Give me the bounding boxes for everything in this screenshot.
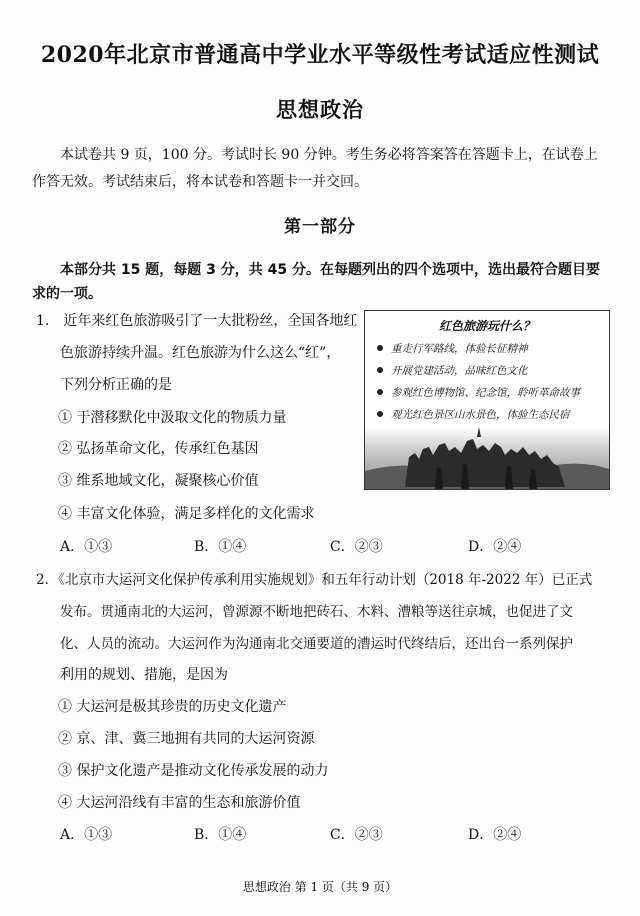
answer-choices-q2: [60, 824, 620, 844]
page-footer: 思想政治 第 1 页（共 9 页）: [242, 880, 398, 894]
bullet-icon: [377, 345, 383, 351]
statement-4: ④ 大运河沿线有丰富的生态和旅游价值: [58, 795, 301, 811]
question-text-line: 利用的规划、措施，是因为: [60, 667, 228, 683]
statement-4: ④ 丰富文化体验，满足多样化的文化需求: [58, 506, 315, 522]
statement-3: ③ 保护文化遗产是推动文化传承发展的动力: [58, 763, 329, 779]
choice-c[interactable]: C．②③: [330, 539, 383, 555]
question-text-line: 化、人员的流动。大运河作为沟通南北交通要道的漕运时代终结后，还出台一系列保护: [60, 636, 573, 652]
part-title: 第一部分: [284, 217, 356, 237]
choice-d[interactable]: D．②④: [468, 539, 522, 555]
red-tourism-figure: [364, 310, 610, 490]
bullet-icon: [377, 367, 383, 373]
red-army-sculpture-image: [365, 427, 609, 489]
answer-choices-q1: [60, 536, 620, 556]
figure-item: 参观红色博物馆、纪念馆，聆听革命故事: [377, 385, 580, 400]
bullet-icon: [377, 411, 383, 417]
figure-item: 重走行军路线，体验长征精神: [377, 341, 528, 356]
subject-title: 思想政治: [276, 98, 364, 122]
instructions-paragraph: 本试卷共 9 页，100 分。考试时长 90 分钟。考生务必将答案答在答题卡上，在试卷上作答无效。考试结束后，将本试卷和答题卡一并交回。: [32, 147, 598, 190]
statement-2: ② 京、津、冀三地拥有共同的大运河资源: [58, 731, 315, 747]
choice-d[interactable]: D．②④: [468, 827, 522, 843]
question-text-line: 1． 近年来红色旅游吸引了一大批粉丝，全国各地红: [36, 313, 358, 329]
figure-item: 观光红色景区山水景色，体验生态民宿: [377, 407, 570, 422]
question-text-line: 色旅游持续升温。红色旅游为什么这么“红”，: [60, 345, 341, 361]
statement-1: ① 大运河是极其珍贵的历史文化遗产: [58, 699, 287, 715]
choice-a[interactable]: A．①③: [60, 827, 113, 843]
choice-b[interactable]: B．①④: [194, 539, 247, 555]
question-text-line: 下列分析正确的是: [60, 377, 172, 393]
figure-title: 红色旅游玩什么？: [438, 319, 535, 333]
choice-a[interactable]: A．①③: [60, 539, 113, 555]
statement-2: ② 弘扬革命文化，传承红色基因: [58, 441, 259, 457]
exam-title: 2020年北京市普通高中学业水平等级性考试适应性测试: [40, 42, 600, 68]
question-text-line: 2．《北京市大运河文化保护传承利用实施规划》和五年行动计划（2018 年-2022 年）已正式: [36, 572, 593, 588]
part-intro: 本部分共 15 题，每题 3 分，共 45 分。在每题列出的四个选项中，选出最符合题目要求的一项。: [32, 262, 600, 302]
statement-1: ① 于潜移默化中汲取文化的物质力量: [58, 410, 287, 426]
choice-c[interactable]: C．②③: [330, 827, 383, 843]
question-text-line: 发布。贯通南北的大运河，曾源源不断地把砖石、木料、漕粮等送往京城，也促进了文: [60, 604, 573, 620]
figure-item: 开展党建活动，品味红色文化: [377, 363, 528, 378]
statement-3: ③ 维系地域文化，凝聚核心价值: [58, 473, 259, 489]
bullet-icon: [377, 389, 383, 395]
choice-b[interactable]: B．①④: [194, 827, 247, 843]
